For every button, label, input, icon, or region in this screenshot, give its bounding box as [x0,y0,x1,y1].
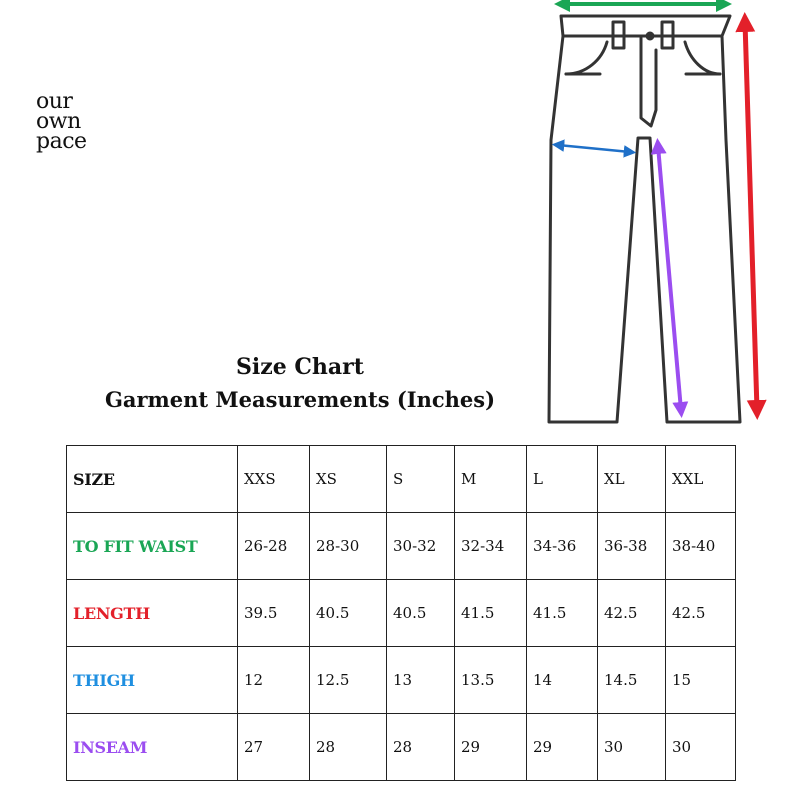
table-cell: 42.5 [666,580,736,647]
page-subtitle: Garment Measurements (Inches) [104,387,496,412]
table-cell: 29 [527,714,598,781]
table-cell: 30 [666,714,736,781]
table-cell: 36-38 [598,513,666,580]
table-cell: 28 [387,714,455,781]
size-header-s: S [387,446,455,513]
table-cell: 40.5 [310,580,387,647]
length-arrow [745,22,757,410]
chart-heading [60,352,540,418]
table-cell: 41.5 [527,580,598,647]
table-row-inseam [67,714,736,781]
table-cell: 26-28 [238,513,310,580]
logo-line-1: our [36,89,73,114]
table-cell: 40.5 [387,580,455,647]
table-cell: 28-30 [310,513,387,580]
table-cell: 29 [455,714,527,781]
table-row-length [67,580,736,647]
table-cell: 12.5 [310,647,387,714]
logo-line-3: pace [36,129,87,154]
table-cell: 13.5 [455,647,527,714]
row-label-inseam: INSEAM [67,714,238,781]
inseam-arrow [658,146,681,410]
page-title: Size Chart [236,354,364,380]
size-header-xl: XL [598,446,666,513]
row-label-length: LENGTH [67,580,238,647]
table-header-row [67,446,736,513]
table-cell: 42.5 [598,580,666,647]
table-cell: 13 [387,647,455,714]
table-cell: 38-40 [666,513,736,580]
row-label-waist: TO FIT WAIST [67,513,238,580]
size-header-xs: XS [310,446,387,513]
size-table [66,445,736,781]
table-cell: 41.5 [455,580,527,647]
table-cell: 30 [598,714,666,781]
table-cell: 14 [527,647,598,714]
table-cell: 30-32 [387,513,455,580]
table-cell: 28 [310,714,387,781]
table-cell: 15 [666,647,736,714]
table-cell: 12 [238,647,310,714]
thigh-arrow [558,145,630,152]
table-cell: 34-36 [527,513,598,580]
table-row-thigh [67,647,736,714]
table-cell: 14.5 [598,647,666,714]
size-header-xxl: XXL [666,446,736,513]
pants-outline [549,16,740,422]
header-label: SIZE [67,446,238,513]
table-row-waist [67,513,736,580]
size-header-m: M [455,446,527,513]
table-cell: 39.5 [238,580,310,647]
size-header-l: L [527,446,598,513]
logo-line-2: own [36,109,81,134]
table-cell: 32-34 [455,513,527,580]
table-cell: 27 [238,714,310,781]
row-label-thigh: THIGH [67,647,238,714]
size-header-xxs: XXS [238,446,310,513]
